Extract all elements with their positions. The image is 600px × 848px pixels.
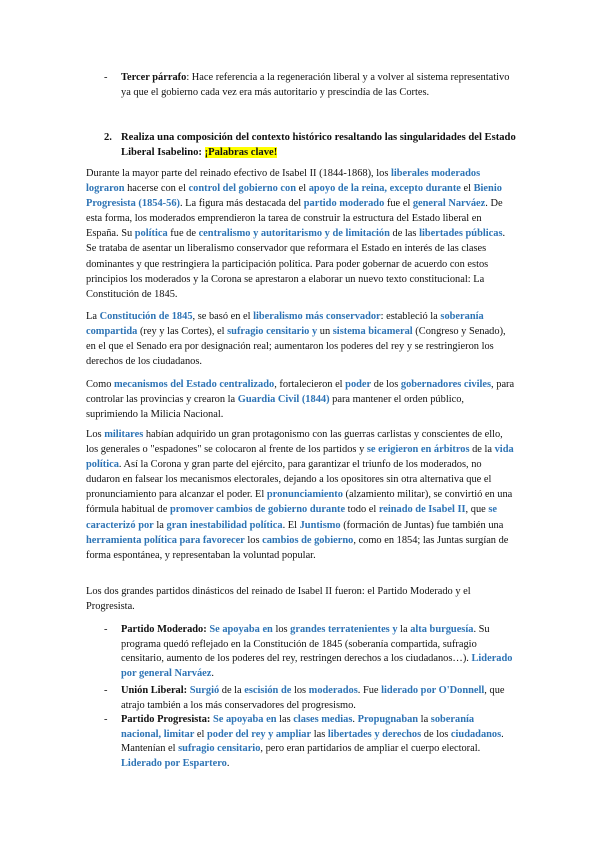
- keyword: Bienio Progresista (1854-56): [86, 183, 502, 210]
- keyword: sistema bicameral: [332, 326, 413, 338]
- list-item-partido-progresista: Partido Progresista: Se apoyaba en las clases medias. Propugnaban la soberanía nacional, limitar el poder del rey y ampliar las libertades y derechos de los ciudadanos. Mantenían el sufragio censitario, pero eran partidarios de ampliar el cuerpo electoral. Liderado por Espartero.: [121, 714, 504, 769]
- keyword: apoyo de la reina, excepto durante: [308, 183, 461, 195]
- keyword: reinado de Isabel II: [378, 504, 466, 516]
- keyword: Propugnaban: [357, 714, 419, 725]
- keyword: escisión de: [244, 685, 292, 696]
- keyword: liberalismo más conservador: [253, 311, 381, 322]
- paragraph-militares: Los militares habían adquirido un gran protagonismo con las guerras carlistas y conscientes de ello, los generales o "espadones" se colocaron al frente de los partidos y se erigieron en árbitros de la vida política. Así la Corona y gran parte del ejército, para garantizar el triunfo de los moderados, no dudaron en falsear los mecanismos electorales, dejando a los opositores sin otra alternativa que el pronunciamiento para alcanzar el poder. El pronunciamiento (alzamiento militar), se convirtió en una fórmula habitual de promover cambios de gobierno durante todo el reinado de Isabel II, que se caracterizó por la gran inestabilidad política. El Juntismo (formación de Juntas) fue también una herramienta política para favorecer los cambios de gobierno, como en 1854; las Juntas surgían de forma espontánea, y representaban la voluntad popular.: [86, 429, 514, 561]
- keyword: liberales moderados lograron: [86, 168, 481, 195]
- bullet-dash: -: [104, 72, 108, 83]
- paragraph-partidos: Los dos grandes partidos dinásticos del reinado de Isabel II fueron: el Partido Moderado y el Progresista.: [86, 586, 471, 613]
- keyword: general Narváez: [412, 198, 486, 210]
- item-label: Tercer párrafo: [121, 72, 187, 83]
- bullet-dash: -: [104, 714, 108, 725]
- paragraph-reinado-isabel: Durante la mayor parte del reinado efectivo de Isabel II (1844-1868), los liberales moderados lograron hacerse con el control del gobierno con el apoyo de la reina, excepto durante el Bienio Progresista (1854-56). La figura más destacada del partido moderado fue el general Narváez. De esta forma, los moderados emprendieron la tarea de construir la estructura del Estado liberal en España. Su política fue de centralismo y autoritarismo y de limitación de las libertades públicas. Se trataba de asentar un liberalismo conservador que reformara el Estado en interés de las clases dominantes y que restringiera la participación política. Para poder gobernar de acuerdo con estos principios los moderados y la Corona se aprestaron a elaborar un nuevo texto constitucional: La Constitución de 1845.: [86, 168, 506, 300]
- keyword: vida política: [86, 444, 514, 471]
- keyword: cambios de gobierno: [262, 534, 354, 546]
- paragraph-mecanismos: Como mecanismos del Estado centralizado, fortalecieron el poder de los gobernadores civiles, para controlar las provincias y crearon la Guardia Civil (1844) para mantener el orden público, suprimiendo la Milicia Nacional.: [86, 379, 515, 421]
- keyword: sufragio censitario: [178, 743, 261, 755]
- keyword: pronunciamiento: [266, 489, 343, 501]
- question-heading: Realiza una composición del contexto histórico resaltando las singularidades del Estado Liberal Isabelino: ¡Palabras clave!: [121, 132, 516, 158]
- keyword: poder: [345, 379, 372, 390]
- keyword: mecanismos del Estado centralizado: [114, 379, 275, 390]
- keyword: alta burguesía: [410, 624, 474, 635]
- keyword: soberanía compartida: [86, 311, 484, 338]
- keyword: gobernadores civiles: [400, 379, 492, 390]
- keyword: poder del rey y ampliar: [207, 728, 312, 740]
- keyword: política: [134, 228, 168, 240]
- bullet-dash: -: [104, 685, 108, 696]
- keyword: centralismo y autoritarismo y de limitación: [198, 228, 390, 240]
- keyword: militares: [104, 429, 144, 440]
- keyword: Surgió: [189, 685, 220, 696]
- keyword: Liderado por general Narváez: [121, 653, 513, 679]
- keyword: grandes terratenientes y: [290, 624, 398, 635]
- question-number: 2.: [104, 132, 112, 143]
- bullet-dash: -: [104, 624, 108, 635]
- keyword: moderados: [308, 685, 358, 696]
- keyword: ciudadanos: [450, 728, 502, 740]
- keyword: herramienta política para favorecer: [86, 534, 245, 546]
- list-item-tercer-parrafo: Tercer párrafo: Hace referencia a la regeneración liberal y a volver al sistema representativo ya que el gobierno cada vez era más autoritario y prescindía de las Cortes.: [121, 72, 510, 98]
- list-item-union-liberal: Unión Liberal: Surgió de la escisión de los moderados. Fue liderado por O'Donnell, que atrajo también a los más conservadores del progresismo.: [121, 685, 505, 711]
- item-label: Partido Moderado:: [121, 624, 207, 635]
- keyword: Liderado por Espartero: [121, 757, 227, 769]
- keyword: gran inestabilidad política: [166, 519, 283, 531]
- keyword: libertades y derechos: [327, 728, 422, 740]
- keyword: libertades públicas: [419, 228, 503, 240]
- keyword: partido moderado: [303, 198, 385, 210]
- keyword: clases medias: [293, 714, 353, 725]
- keyword: Juntismo: [299, 519, 341, 531]
- paragraph-constitucion-1845: La Constitución de 1845, se basó en el liberalismo más conservador: estableció la soberanía compartida (rey y las Cortes), el sufragio censitario y un sistema bicameral (Congreso y Senado), en el que el Senado era por designación real; aumentaron los poderes del rey y se restringieron los derechos de los ciudadanos.: [86, 311, 506, 368]
- keyword: control del gobierno con: [188, 183, 296, 195]
- keyword: Guardia Civil (1844): [237, 394, 330, 406]
- keyword: Constitución de 1845: [99, 311, 193, 322]
- keyword: sufragio censitario y: [227, 326, 318, 338]
- keyword: liderado por O'Donnell: [381, 685, 485, 696]
- list-item-partido-moderado: Partido Moderado: Se apoyaba en los grandes terratenientes y la alta burguesía. Su programa quedó reflejado en la Constitución de 1845 (soberanía compartida, sufragio censitario, aumento de los poderes del rey, restringen derechos a los ciudadanos…). Liderado por general Narváez.: [121, 624, 513, 679]
- highlighted-keywords-note: ¡Palabras clave!: [204, 147, 278, 158]
- keyword: Se apoyaba en: [209, 624, 273, 635]
- keyword: se caracterizó por: [86, 504, 497, 531]
- keyword: Se apoyaba en: [212, 714, 277, 725]
- keyword: soberanía nacional, limitar: [121, 714, 475, 740]
- item-label: Unión Liberal:: [121, 685, 188, 696]
- keyword: se erigieron en árbitros: [366, 444, 470, 456]
- keyword: promover cambios de gobierno durante: [169, 504, 346, 516]
- item-label: Partido Progresista:: [121, 714, 211, 725]
